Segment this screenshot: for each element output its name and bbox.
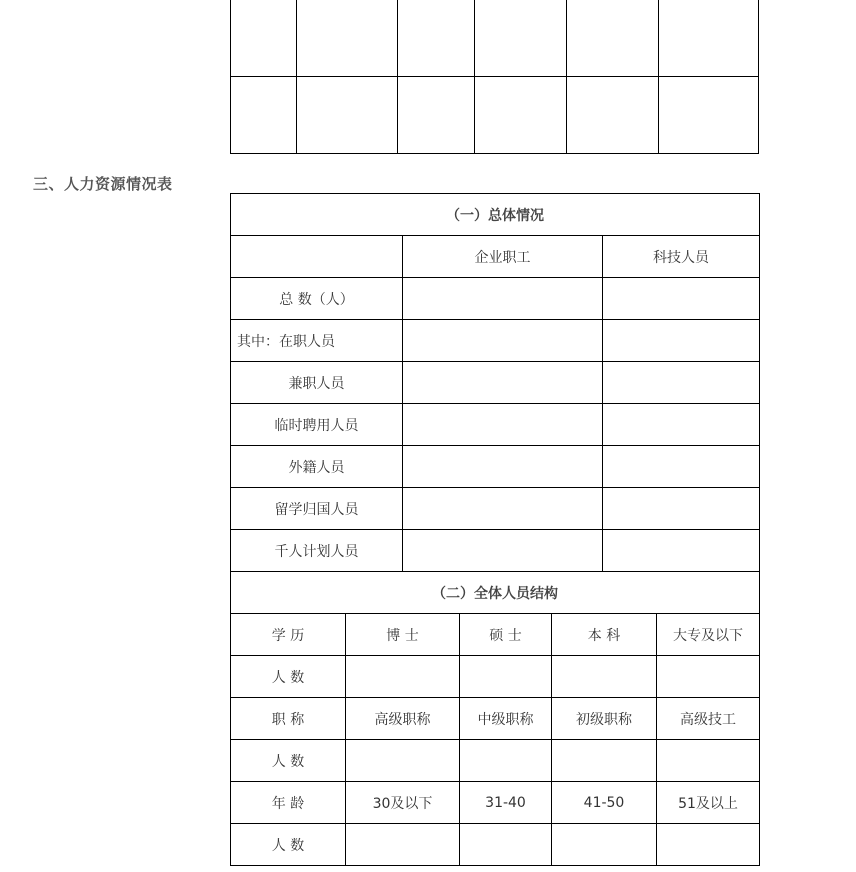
table-row <box>231 488 760 530</box>
table-cell <box>657 824 760 866</box>
table-cell <box>603 278 760 320</box>
table-cell <box>403 530 603 572</box>
row-label-count: 人 数 <box>231 656 346 698</box>
table-cell <box>603 530 760 572</box>
row-label-foreign: 外籍人员 <box>231 446 403 488</box>
table-cell <box>403 362 603 404</box>
age-41-50: 41-50 <box>552 782 657 824</box>
table-cell <box>231 77 297 154</box>
row-label-rank: 职 称 <box>231 698 346 740</box>
table-cell <box>603 446 760 488</box>
education-master: 硕 士 <box>460 614 552 656</box>
table-cell <box>552 824 657 866</box>
rank-senior: 高级职称 <box>346 698 460 740</box>
col-header-employees: 企业职工 <box>403 236 603 278</box>
table-row <box>231 446 760 488</box>
col-header-tech-staff: 科技人员 <box>603 236 760 278</box>
table-cell <box>567 77 659 154</box>
table-row <box>231 404 760 446</box>
row-label-returnees: 留学归国人员 <box>231 488 403 530</box>
rank-intermediate: 中级职称 <box>460 698 552 740</box>
table-row <box>231 698 760 740</box>
table-cell <box>346 824 460 866</box>
hr-table <box>230 193 760 866</box>
table-row <box>231 278 760 320</box>
table-row <box>231 362 760 404</box>
table-row <box>231 782 760 824</box>
structure-title: （二）全体人员结构 <box>231 572 760 614</box>
row-label-education: 学 历 <box>231 614 346 656</box>
rank-junior: 初级职称 <box>552 698 657 740</box>
table-cell <box>603 362 760 404</box>
row-label-total: 总 数（人） <box>231 278 403 320</box>
age-31-40: 31-40 <box>460 782 552 824</box>
age-51-over: 51及以上 <box>657 782 760 824</box>
table-cell <box>475 0 567 77</box>
table-row <box>231 0 759 77</box>
table-cell <box>659 0 759 77</box>
table-row <box>231 236 760 278</box>
table-cell <box>403 446 603 488</box>
row-label-onjob: 其中：在职人员 <box>231 320 403 362</box>
table-cell <box>603 488 760 530</box>
table-row <box>231 320 760 362</box>
table-cell <box>567 0 659 77</box>
table-cell <box>403 320 603 362</box>
table-cell <box>657 656 760 698</box>
table-cell <box>659 77 759 154</box>
table-row <box>231 194 760 236</box>
table-cell <box>657 740 760 782</box>
table-row <box>231 530 760 572</box>
table-cell <box>297 0 398 77</box>
table-cell <box>552 656 657 698</box>
table-cell <box>552 740 657 782</box>
table-cell <box>403 278 603 320</box>
age-30-under: 30及以下 <box>346 782 460 824</box>
table-cell <box>460 656 552 698</box>
education-bachelor: 本 科 <box>552 614 657 656</box>
table-cell <box>403 488 603 530</box>
table-cell <box>346 656 460 698</box>
table-row <box>231 77 759 154</box>
table-cell <box>398 0 475 77</box>
row-label-count: 人 数 <box>231 740 346 782</box>
table-cell <box>603 320 760 362</box>
table-cell <box>475 77 567 154</box>
table-cell <box>603 404 760 446</box>
row-label-thousand-talents: 千人计划人员 <box>231 530 403 572</box>
table-cell <box>231 236 403 278</box>
row-label-parttime: 兼职人员 <box>231 362 403 404</box>
row-label-age: 年 龄 <box>231 782 346 824</box>
section-heading: 三、人力资源情况表 <box>33 175 173 193</box>
rank-senior-technician: 高级技工 <box>657 698 760 740</box>
table-cell <box>460 824 552 866</box>
table-row <box>231 824 760 866</box>
table-row <box>231 740 760 782</box>
overall-title: （一）总体情况 <box>231 194 760 236</box>
table-row <box>231 572 760 614</box>
row-label-count: 人 数 <box>231 824 346 866</box>
table-cell <box>398 77 475 154</box>
row-label-temporary: 临时聘用人员 <box>231 404 403 446</box>
table-row <box>231 614 760 656</box>
education-college: 大专及以下 <box>657 614 760 656</box>
table-cell <box>460 740 552 782</box>
table-cell <box>403 404 603 446</box>
table-cell <box>297 77 398 154</box>
education-phd: 博 士 <box>346 614 460 656</box>
table-row <box>231 656 760 698</box>
table-cell <box>231 0 297 77</box>
previous-table <box>230 0 759 154</box>
table-cell <box>346 740 460 782</box>
